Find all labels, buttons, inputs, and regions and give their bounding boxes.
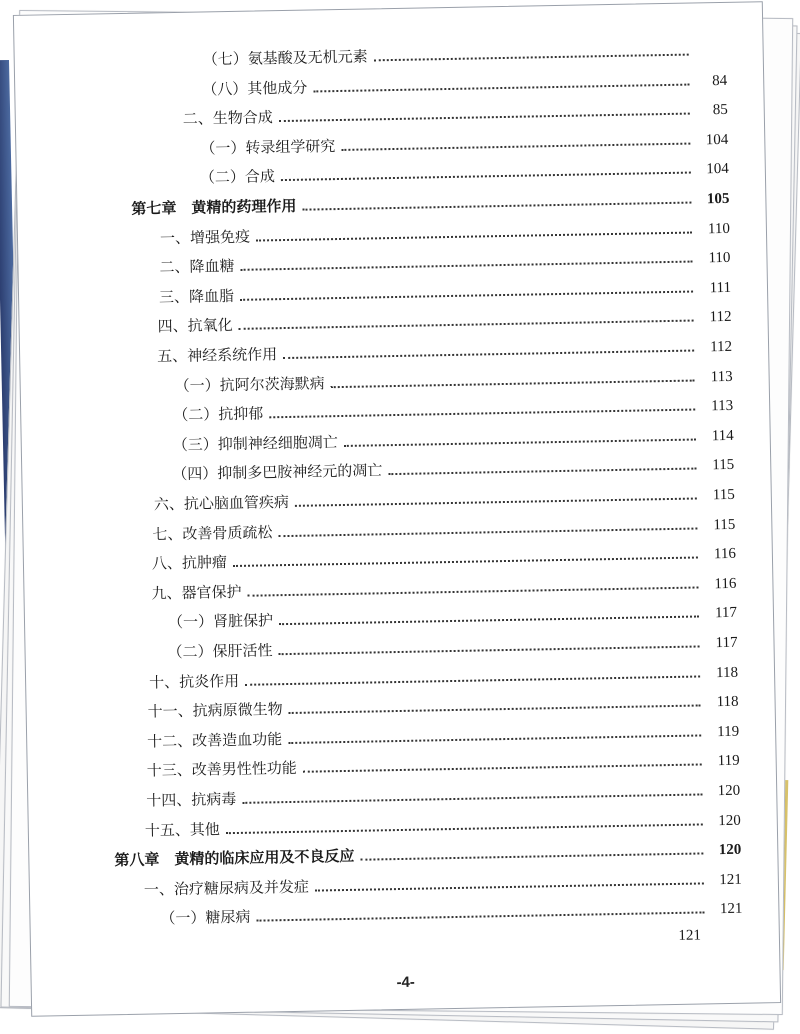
dot-leader	[242, 793, 702, 803]
toc-entry-title: 十四、抗病毒	[146, 789, 237, 810]
toc-entry-title: （一）抗阿尔茨海默病	[174, 373, 325, 395]
dot-leader	[257, 912, 705, 922]
dot-leader	[315, 882, 704, 891]
toc-entry	[157, 335, 732, 367]
toc-entry-page: 117	[714, 605, 738, 622]
toc-entry	[200, 128, 728, 159]
toc-entry-page: 119	[717, 723, 740, 740]
toc-entry	[203, 39, 727, 70]
toc-entry-title: 八、抗肿瘤	[151, 553, 228, 573]
dot-leader	[360, 853, 703, 861]
toc-entry-page: 85	[712, 102, 728, 119]
toc-entry-page: 105	[706, 190, 730, 208]
dot-leader	[245, 675, 700, 685]
dot-leader	[388, 468, 696, 476]
toc-entry-title: 第八章 黄精的临床应用及不良反应	[114, 847, 355, 870]
toc-entry	[146, 779, 740, 811]
toc-entry-title: （四）抑制多巴胺神经元的凋亡	[172, 461, 383, 484]
dot-leader	[288, 734, 701, 744]
toc-entry-title: 二、降血糖	[159, 257, 235, 277]
toc-entry-page: 104	[706, 161, 729, 178]
dot-leader	[233, 557, 698, 568]
toc-entry-page: 120	[718, 812, 741, 829]
toc-entry-title: （二）合成	[199, 167, 276, 187]
dot-leader	[281, 172, 691, 182]
toc-entry-title: 十一、抗病原微生物	[147, 700, 283, 721]
toc-entry-page: 84	[712, 72, 728, 89]
toc-entry	[149, 660, 738, 692]
toc-entry-page: 120	[718, 841, 742, 859]
toc-entry-page: 113	[710, 368, 733, 385]
toc-entry-page: 110	[707, 220, 731, 237]
toc-entry-page: 114	[711, 427, 734, 445]
toc-entry	[147, 690, 738, 722]
toc-entry-title: （二）保肝活性	[167, 641, 273, 662]
dot-leader	[289, 705, 701, 715]
toc-entry-page: 113	[711, 398, 734, 415]
toc-entry-title: 十三、改善男性性功能	[146, 759, 297, 781]
toc-entry-title: 一、增强免疫	[159, 227, 251, 247]
toc-entry-title: 二、生物合成	[182, 108, 273, 129]
toc-entry-title: 三、降血脂	[158, 286, 235, 307]
toc-entry	[168, 601, 737, 632]
dot-leader	[303, 764, 702, 773]
dot-leader	[241, 261, 693, 271]
toc-entry-page: 118	[715, 664, 739, 681]
toc-entry	[159, 276, 731, 307]
toc-entry-page: 120	[717, 782, 741, 800]
toc-entry-page: 112	[709, 338, 733, 356]
toc-entry-page	[695, 55, 727, 56]
toc-page	[13, 1, 781, 1017]
toc-entry-page: 116	[713, 545, 737, 563]
dot-leader	[248, 586, 699, 596]
dot-leader	[283, 350, 694, 360]
toc-entry-title: （一）肾脏保护	[167, 611, 274, 632]
toc-entry	[167, 631, 737, 662]
toc-entry-title: （八）其他成分	[202, 78, 308, 99]
toc-entry-page-extra	[591, 928, 701, 947]
dot-leader	[226, 823, 703, 834]
dot-leader	[240, 290, 693, 300]
toc-entry	[144, 868, 742, 900]
toc-entry	[183, 98, 728, 129]
dot-leader	[313, 83, 689, 92]
toc-entry	[172, 453, 734, 484]
toc-entry-page: 115	[712, 457, 735, 474]
toc-chapter-entry	[114, 838, 741, 870]
toc-entry	[152, 512, 735, 544]
toc-entry-title: （七）氨基酸及无机元素	[202, 47, 368, 69]
toc-entry	[147, 749, 740, 781]
toc-entry-page: 115	[713, 516, 736, 533]
toc-entry-title: 五、神经系统作用	[156, 345, 278, 366]
toc-entry-page: 118	[716, 693, 739, 711]
toc-entry-page: 104	[705, 131, 729, 149]
dot-leader	[279, 645, 700, 655]
toc-entry	[175, 364, 733, 395]
toc-entry-page: 119	[717, 753, 740, 770]
toc-entry	[145, 808, 741, 840]
dot-leader	[256, 231, 692, 241]
dot-leader	[279, 616, 699, 626]
dot-leader	[278, 527, 697, 537]
toc-entry-page: 110	[708, 250, 731, 267]
toc-entry-title: 十五、其他	[144, 819, 221, 840]
toc-entry	[154, 483, 735, 515]
toc-entry-title: （一）糖尿病	[160, 908, 251, 928]
toc-entry-title: （一）转录组学研究	[200, 136, 336, 158]
toc-entry-title: （二）抗抑郁	[173, 404, 264, 425]
toc-entry-page: 115	[712, 486, 735, 504]
toc-entry-page: 116	[714, 575, 737, 592]
toc-entry-page: 121	[719, 901, 743, 918]
toc-entry-title: （三）抑制神经细胞凋亡	[172, 432, 338, 454]
dot-leader	[279, 113, 690, 123]
dot-leader	[269, 409, 695, 419]
toc-entry-title: 四、抗氧化	[157, 316, 233, 336]
dot-leader	[374, 54, 689, 62]
toc-entry	[157, 305, 731, 337]
toc-entry-page: 121	[719, 871, 742, 888]
toc-entry	[159, 246, 730, 277]
dot-leader	[331, 379, 695, 388]
dot-leader	[341, 142, 690, 150]
page-number-footer: -4-	[396, 973, 416, 992]
toc-entry	[151, 572, 736, 604]
toc-entry	[202, 68, 727, 99]
toc-entry-title: 一、治疗糖尿病及并发症	[143, 877, 310, 899]
toc-entry-title: 十、抗炎作用	[148, 671, 240, 692]
toc-entry	[152, 542, 736, 574]
toc-entry-title: 十二、改善造血功能	[147, 729, 283, 751]
toc-entry	[200, 157, 729, 188]
toc-entry-title: 第七章 黄精的药理作用	[131, 196, 297, 218]
toc-entry	[173, 394, 733, 425]
toc-entry	[147, 720, 739, 752]
toc-entry-title: 六、抗心脑血管疾病	[153, 492, 290, 514]
toc-entry-page: 111	[709, 279, 732, 297]
toc-entry	[173, 424, 734, 455]
dot-leader	[344, 438, 696, 446]
toc-entry	[160, 216, 730, 247]
dot-leader	[239, 320, 694, 330]
toc-entry-page: 117	[715, 634, 738, 652]
table-of-contents	[14, 2, 780, 1016]
toc-entry-title: 九、器官保护	[151, 582, 242, 603]
toc-entry	[160, 897, 742, 929]
toc-entry-page: 121	[678, 927, 702, 944]
toc-entry-page: 112	[709, 309, 732, 326]
toc-entry-title: 七、改善骨质疏松	[152, 522, 273, 544]
dot-leader	[295, 498, 697, 507]
toc-chapter-entry	[131, 187, 729, 219]
dot-leader	[302, 202, 691, 211]
